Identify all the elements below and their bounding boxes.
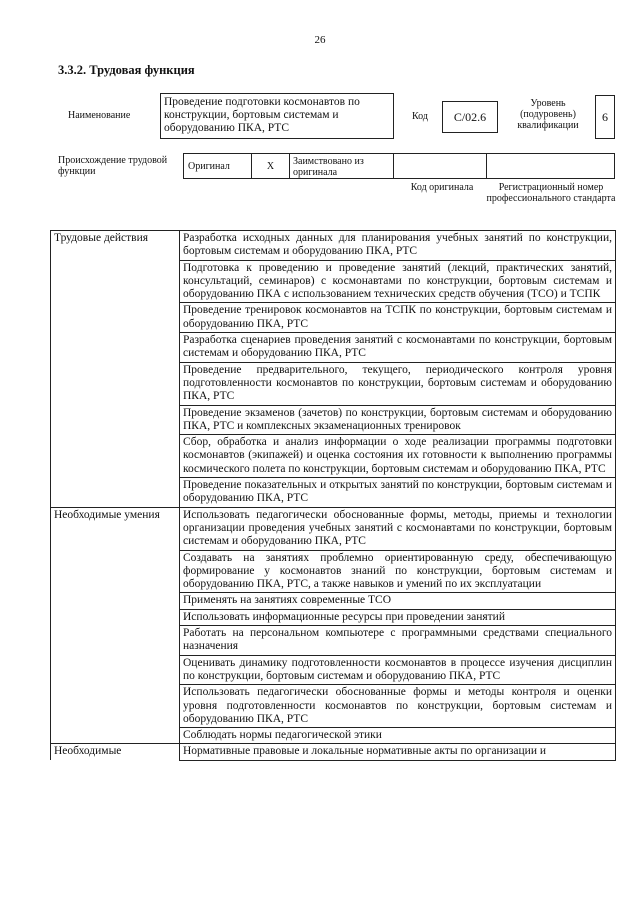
table-item-cell: Создавать на занятиях проблемно ориентированную среду, обеспечивающую формирование у космонавтов знаний по конструкции, бортовым системам и оборудованию ПКА, РТС, а также навыков и умений по их эксплуатации: [180, 550, 616, 593]
table-row: [51, 744, 616, 760]
section-title-cell-continued: [51, 333, 180, 363]
code-value: С/02.6: [453, 110, 487, 124]
table-item-cell: Разработка сценариев проведения занятий с космонавтами по конструкции, бортовым системам и оборудованию ПКА, РТС: [180, 333, 616, 363]
table-row: [51, 405, 616, 435]
table-item-cell: Проведение экзаменов (зачетов) по конструкции, бортовым системам и оборудованию ПКА, РТС и комплексных экзаменационных тренировок: [180, 405, 616, 435]
table-row: [51, 478, 616, 508]
table-row: [51, 303, 616, 333]
table-row: [51, 362, 616, 405]
borrowed-cell: [290, 154, 394, 178]
table-item-cell: Соблюдать нормы педагогической этики: [180, 728, 616, 744]
table-row: [51, 435, 616, 478]
section-title-cell-continued: [51, 435, 180, 478]
section-title-cell: Трудовые действия: [51, 231, 180, 261]
table-item-cell: Использовать информационные ресурсы при проведении занятий: [180, 609, 616, 625]
origin-row: [183, 153, 615, 179]
name-label: Наименование: [68, 110, 131, 121]
table-item-cell: Применять на занятиях современные ТСО: [180, 593, 616, 609]
table-row: [51, 260, 616, 303]
code-original-cell: [394, 154, 487, 178]
section-title-cell: Необходимые умения: [51, 507, 180, 550]
borrowed-label: Заимствовано из оригинала: [293, 156, 364, 178]
function-table-body: [51, 231, 616, 761]
table-row: [51, 685, 616, 728]
section-title-cell-continued: [51, 685, 180, 728]
table-row: [51, 507, 616, 550]
table-item-cell: Подготовка к проведению и проведение занятий (лекций, практических занятий, консультаций, семинаров) с космонавтами по конструкции, бортовым системам и оборудованию ПКА с использованием технических средств обучения (ТСО) и ТСПК: [180, 260, 616, 303]
function-name-value: Проведение подготовки космонавтов по конструкции, бортовым системам и оборудованию ПКА, РТС: [164, 96, 360, 134]
table-row: [51, 231, 616, 261]
table-row: [51, 609, 616, 625]
section-title-cell-continued: [51, 626, 180, 656]
table-row: [51, 333, 616, 363]
table-item-cell: Проведение показательных и открытых занятий по конструкции, бортовым системам и оборудованию ПКА, РТС: [180, 478, 616, 508]
section-title-cell-continued: [51, 303, 180, 333]
table-item-cell: Оценивать динамику подготовленности космонавтов в процессе изучения дисциплин по конструкции, бортовым системам и оборудованию ПКА, РТС: [180, 655, 616, 685]
reg-number-cell: [487, 154, 614, 178]
section-title-cell-continued: [51, 550, 180, 593]
table-row: [51, 626, 616, 656]
table-row: [51, 728, 616, 744]
reg-number-caption: Регистрационный номер профессионального стандарта: [486, 182, 616, 204]
section-title-cell-continued: [51, 655, 180, 685]
level-value: 6: [602, 110, 608, 124]
original-cell: [184, 154, 252, 178]
code-box: [442, 101, 498, 133]
section-title: 3.3.2. Трудовая функция: [58, 63, 195, 77]
page-number: 26: [314, 34, 326, 46]
original-mark: X: [266, 160, 275, 172]
function-name-box: [160, 93, 394, 139]
table-item-cell: Проведение предварительного, текущего, периодического контроля уровня подготовленности космонавтов по конструкции, бортовым системам и оборудованию ПКА, РТС: [180, 362, 616, 405]
section-title-cell-continued: [51, 728, 180, 744]
code-original-caption: Код оригинала: [410, 182, 474, 193]
function-table: [50, 230, 616, 761]
table-item-cell: Сбор, обработка и анализ информации о ходе реализации программы подготовки космонавтов (экипажей) и оценка состояния их готовности к выполнению программы космического полета по конструкции, бортовым системам и оборудованию ПКА, РТС: [180, 435, 616, 478]
table-item-cell: Использовать педагогически обоснованные формы, методы, приемы и технологии организации проведения учебных занятий с космонавтами по конструкции, бортовым системам и оборудованию ПКА, РТС: [180, 507, 616, 550]
original-label: Оригинал: [188, 160, 230, 172]
section-title-cell-continued: [51, 405, 180, 435]
level-box: [595, 95, 615, 139]
origin-label: Происхождение трудовой функции: [58, 155, 168, 177]
original-mark-cell: [252, 154, 290, 178]
section-title-cell-continued: [51, 260, 180, 303]
section-title-cell-continued: [51, 478, 180, 508]
table-row: [51, 593, 616, 609]
code-label: Код: [412, 111, 428, 122]
table-item-cell: Нормативные правовые и локальные нормативные акты по организации и: [180, 744, 616, 760]
table-item-cell: Разработка исходных данных для планирования учебных занятий по конструкции, бортовым системам и оборудованию ПКА, РТС: [180, 231, 616, 261]
section-title-cell-continued: [51, 609, 180, 625]
level-label: Уровень (подуровень) квалификации: [517, 98, 579, 131]
table-row: [51, 550, 616, 593]
table-row: [51, 655, 616, 685]
section-title-cell-continued: [51, 362, 180, 405]
table-item-cell: Использовать педагогически обоснованные формы и методы контроля и оценки уровня подготовленности космонавтов по конструкции, бортовым системам и оборудованию ПКА, РТС: [180, 685, 616, 728]
section-title-cell-continued: [51, 593, 180, 609]
section-title-cell: Необходимые: [51, 744, 180, 760]
table-item-cell: Проведение тренировок космонавтов на ТСПК по конструкции, бортовым системам и оборудованию ПКА, РТС: [180, 303, 616, 333]
table-item-cell: Работать на персональном компьютере с программными средствами специального назначения: [180, 626, 616, 656]
